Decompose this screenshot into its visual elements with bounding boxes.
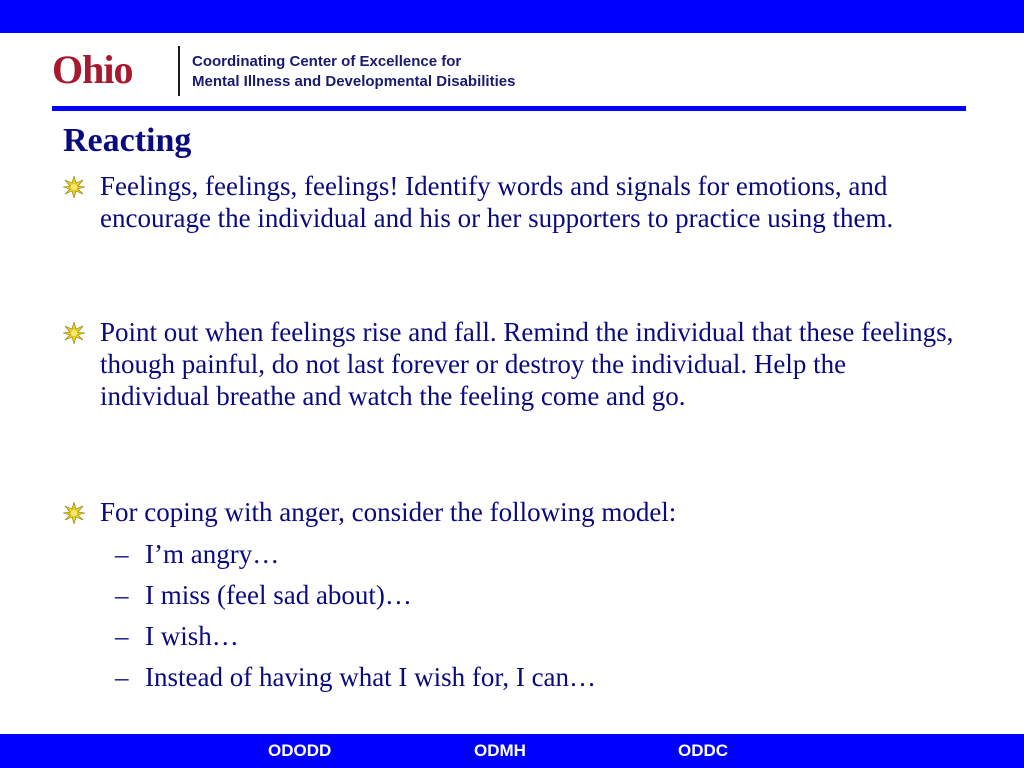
sub-bullet-text: I wish… <box>145 621 239 651</box>
starburst-bullet-icon <box>63 176 85 198</box>
starburst-bullet-icon <box>63 502 85 524</box>
dash-marker: – <box>115 539 129 569</box>
sub-bullet-text: I’m angry… <box>145 539 280 569</box>
dash-marker: – <box>115 662 129 692</box>
organization-name-line2: Mental Illness and Developmental Disabilities <box>192 73 516 90</box>
dash-marker: – <box>115 580 129 610</box>
bullet-item: For coping with anger, consider the following model: <box>100 497 677 527</box>
sub-bullet-item <box>115 661 596 693</box>
organization-name <box>192 52 515 92</box>
sub-bullet-item <box>115 538 279 570</box>
starburst-bullet-icon <box>63 322 85 344</box>
footer-item-oddc: ODDC <box>678 741 729 760</box>
header-rule <box>52 106 966 111</box>
footer-item-odmh: ODMH <box>474 741 526 760</box>
top-banner-bar <box>0 0 1024 33</box>
sub-bullet-text: I miss (feel sad about)… <box>145 580 412 610</box>
bullet-item: Feelings, feelings, feelings! Identify words and signals for emotions, and encourage the individual and his or her supporters to practice using them. <box>100 171 894 233</box>
sub-bullet-item <box>115 579 412 611</box>
ohio-logo-text: Ohio <box>52 47 133 92</box>
logo-divider <box>178 46 180 96</box>
footer-item-ododd: ODODD <box>268 741 332 760</box>
bullet-item: Point out when feelings rise and fall. Remind the individual that these feelings, though painful, do not last forever or destroy the individual. Help the individual breathe and watch the feeling come and go. <box>100 317 954 411</box>
ohio-logo <box>52 42 132 98</box>
organization-name-line1: Coordinating Center of Excellence for <box>192 53 462 70</box>
sub-bullet-text: Instead of having what I wish for, I can… <box>145 662 597 692</box>
slide-title: Reacting <box>63 122 192 159</box>
sub-bullet-item <box>115 620 239 652</box>
dash-marker: – <box>115 621 129 651</box>
